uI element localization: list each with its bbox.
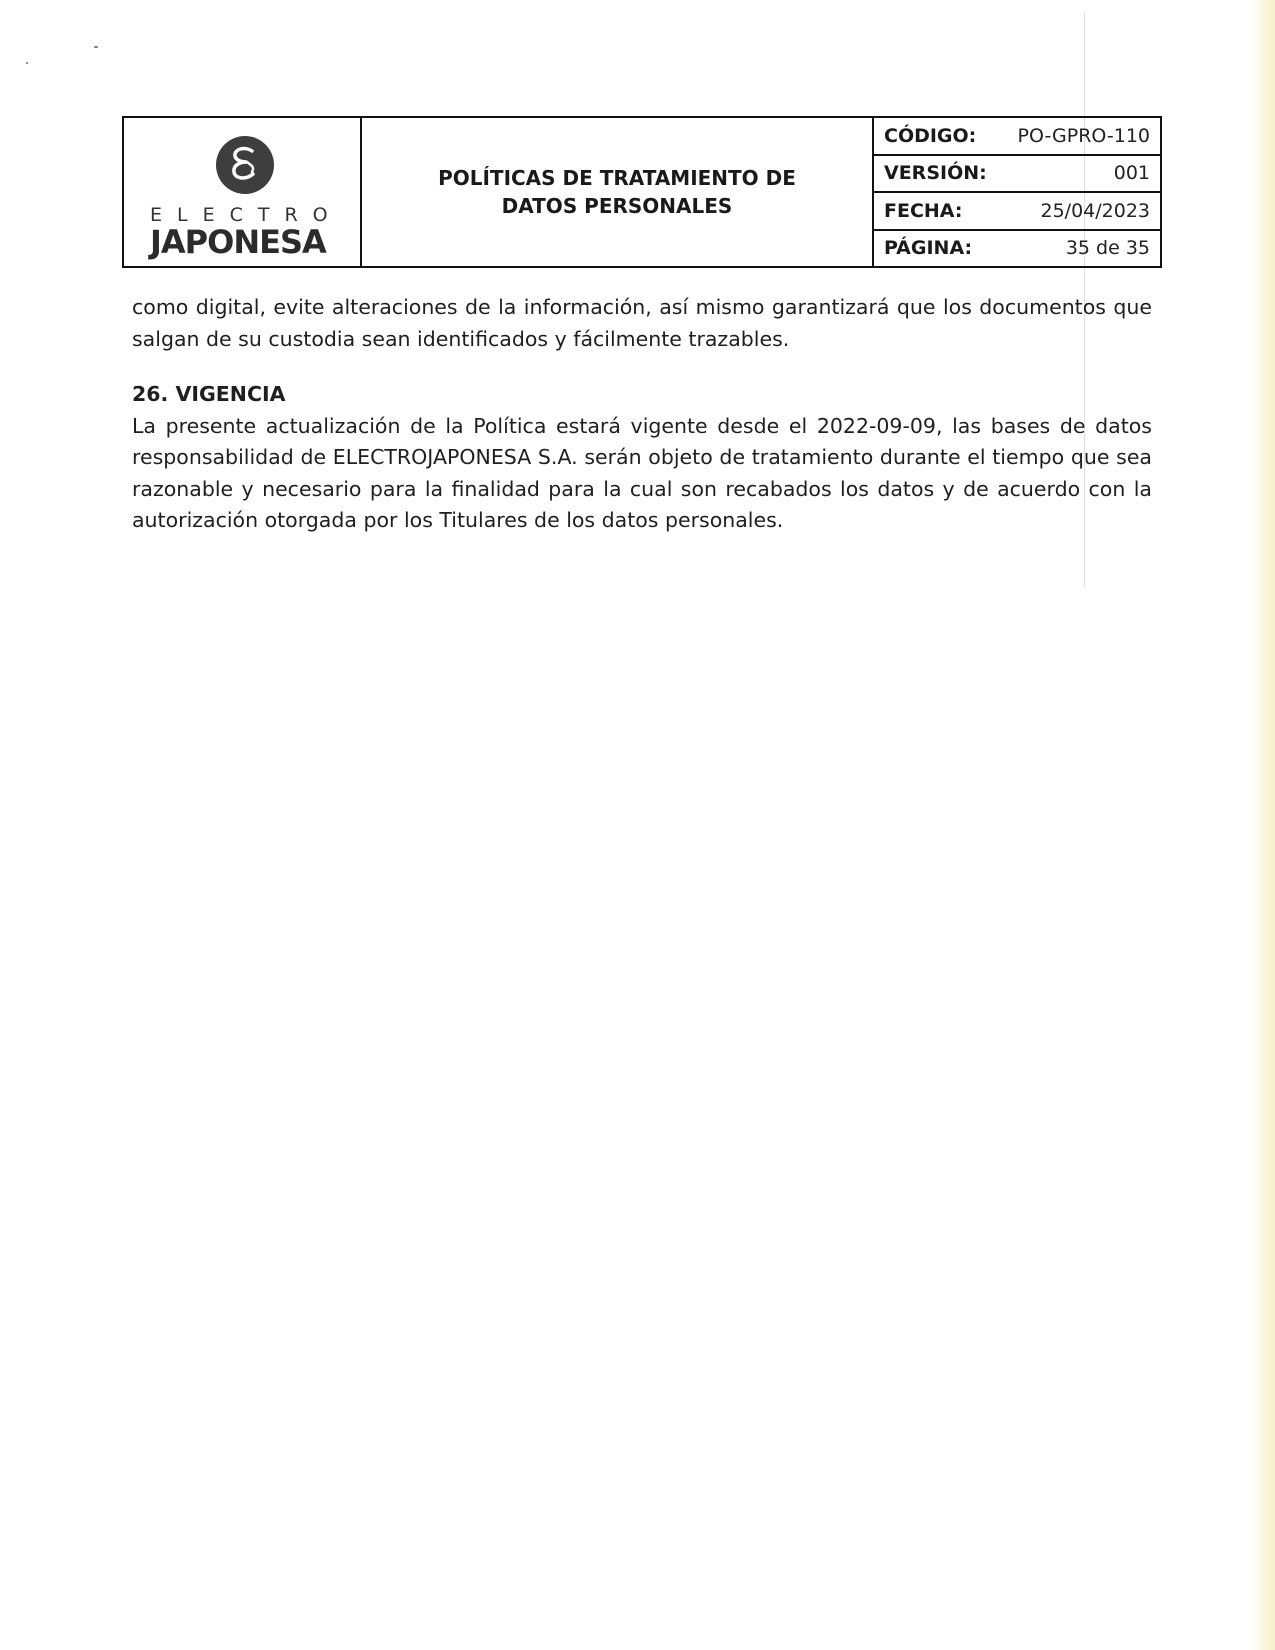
scan-speck <box>94 46 98 48</box>
meta-value: 25/04/2023 <box>1040 199 1150 222</box>
meta-row-fecha <box>874 193 1160 231</box>
meta-value: 35 de 35 <box>1065 237 1150 260</box>
meta-value: PO-GPRO-110 <box>1017 124 1150 147</box>
meta-label: VERSIÓN: <box>884 162 987 185</box>
document-title: POLÍTICAS DE TRATAMIENTO DE DATOS PERSONALES <box>438 166 796 218</box>
meta-label: FECHA: <box>884 199 963 222</box>
title-cell <box>362 118 874 266</box>
meta-row-codigo <box>874 118 1160 156</box>
scan-speck <box>26 62 28 64</box>
metadata-cell <box>874 118 1160 266</box>
section-number: 26. <box>132 382 169 406</box>
section-paragraph: La presente actualización de la Política estará vigente desde el 2022-09-09, las bases de datos responsabilidad de ELECTROJAPONESA S.A. serán objeto de tratamiento durante el tiempo que sea razonable y necesario para la finalidad para la cual son recabados los datos y de acuerdo con la autorización otorgada por los Titulares de los datos personales. <box>132 413 1152 532</box>
company-logo-icon <box>216 136 274 194</box>
meta-label: PÁGINA: <box>884 237 973 260</box>
company-name-top: ELECTRO <box>150 204 343 226</box>
meta-label: CÓDIGO: <box>884 124 977 147</box>
meta-row-version <box>874 156 1160 194</box>
section-heading <box>132 379 1152 411</box>
document-header-table <box>122 116 1162 268</box>
meta-row-pagina <box>874 231 1160 267</box>
logo-cell <box>124 118 362 266</box>
company-name-bottom: JAPONESA <box>150 223 326 261</box>
section-title: VIGENCIA <box>175 382 286 406</box>
continuation-paragraph: como digital, evite alteraciones de la información, así mismo garantizará que los documentos que salgan de su custodia sean identificados y fácilmente trazables. <box>132 295 1152 351</box>
meta-value: 001 <box>1113 162 1150 185</box>
scan-edge-tint <box>1253 0 1275 1650</box>
document-body <box>132 292 1152 537</box>
